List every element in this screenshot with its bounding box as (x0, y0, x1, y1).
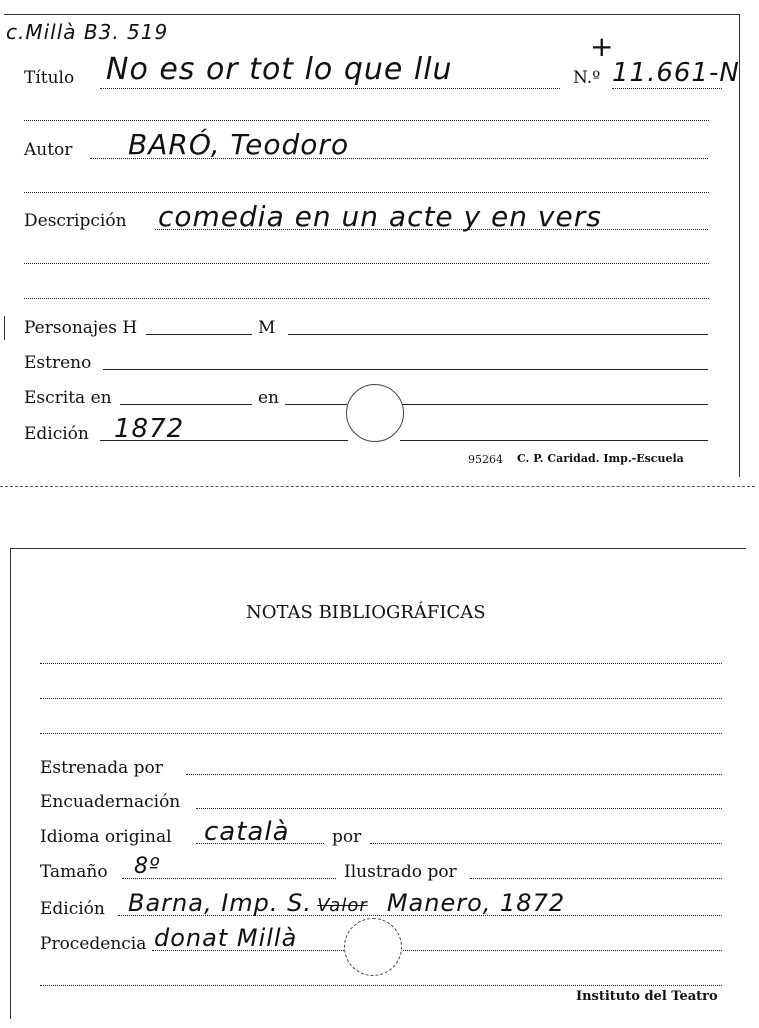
procedencia-value: donat Millà (154, 924, 298, 952)
escrita-en-line-a (285, 404, 347, 405)
edicion-bottom-value (128, 889, 565, 917)
personajes-h-line (146, 334, 252, 335)
escrita-en-line-b (400, 404, 708, 405)
notas-heading: NOTAS BIBLIOGRÁFICAS (246, 602, 486, 623)
ilustrado-label: Ilustrado por (344, 862, 457, 882)
personajes-m-label: M (258, 318, 276, 338)
printer-code: 95264 (468, 453, 503, 466)
titulo-label: Título (24, 68, 75, 88)
titulo-line-2 (24, 120, 709, 121)
autor-label: Autor (24, 140, 73, 160)
punch-hole-bottom (344, 918, 402, 976)
encuadernacion-label: Encuadernación (40, 792, 181, 812)
tamano-value: 8º (134, 854, 161, 879)
escrita-line (120, 404, 252, 405)
ilustrado-line (470, 878, 722, 879)
estrenada-line (186, 774, 722, 775)
procedencia-line-b (400, 950, 722, 951)
corner-note: c.Millà B3. 519 (6, 20, 169, 44)
escrita-label: Escrita en (24, 388, 112, 408)
descripcion-value: comedia en un acte y en vers (158, 200, 602, 233)
edicion-value: 1872 (114, 414, 185, 444)
punch-hole-top (346, 384, 404, 442)
estreno-label: Estreno (24, 353, 92, 373)
titulo-value: No es or tot lo que llu (106, 52, 453, 87)
edicion-struck: Valor (317, 895, 368, 916)
descripcion-line-3 (24, 298, 709, 299)
left-margin-tick (4, 316, 5, 340)
notas-line-1 (40, 663, 722, 664)
edicion-bottom-label: Edición (40, 899, 105, 919)
escrita-en-label: en (258, 388, 280, 408)
descripcion-label: Descripción (24, 211, 127, 231)
tamano-label: Tamaño (40, 862, 108, 882)
numero-line (612, 88, 722, 89)
estreno-line (103, 369, 708, 370)
notas-line-2 (40, 698, 722, 699)
notas-line-3 (40, 733, 722, 734)
procedencia-label: Procedencia (40, 934, 147, 954)
edicion-label: Edición (24, 424, 89, 444)
autor-value: BARÓ, Teodoro (128, 128, 350, 161)
idioma-value: català (204, 817, 290, 847)
notas-line-last (40, 985, 722, 986)
personajes-label: Personajes H (24, 318, 138, 338)
edicion-line-b (400, 440, 708, 441)
descripcion-line-2 (24, 263, 709, 264)
idioma-por-line (370, 843, 722, 844)
titulo-line (100, 88, 560, 89)
institution-label: Instituto del Teatro (576, 989, 718, 1004)
top-card-bottom-edge (0, 486, 755, 487)
edicion-value-b: Manero, 1872 (386, 889, 566, 917)
edicion-value-a: Barna, Imp. S. (128, 889, 313, 917)
estrenada-label: Estrenada por (40, 758, 163, 778)
encuadernacion-line (196, 808, 722, 809)
personajes-m-line (288, 334, 708, 335)
printer-text: C. P. Caridad. Imp.-Escuela (517, 452, 684, 465)
numero-label: N.º (573, 68, 601, 88)
autor-line-2 (24, 192, 709, 193)
idioma-label: Idioma original (40, 827, 172, 847)
idioma-por-label: por (332, 827, 362, 847)
numero-value: 11.661-N (612, 58, 740, 88)
cross-mark: + (590, 30, 615, 63)
